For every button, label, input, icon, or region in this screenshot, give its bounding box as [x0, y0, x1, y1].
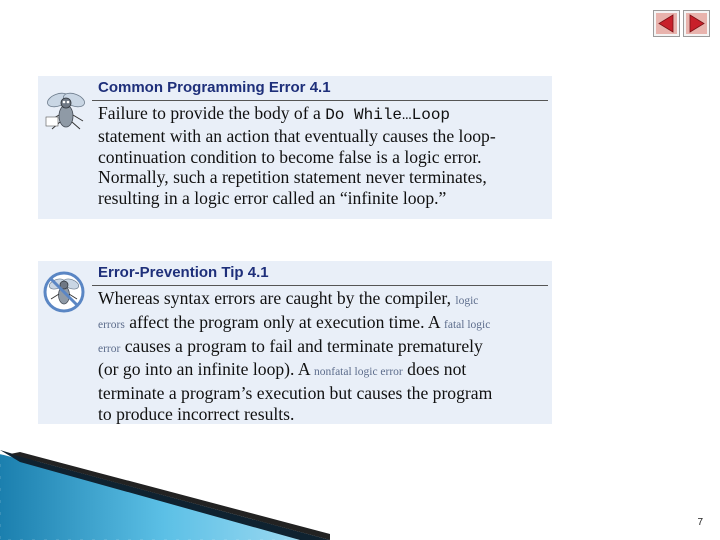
text-run: Failure to provide the body of a	[98, 103, 326, 123]
body-line: continuation condition to become false is a logic error.	[98, 146, 482, 167]
body-line	[98, 312, 548, 336]
heading-divider	[92, 100, 548, 101]
body-line: statement with an action that eventually causes the loop-	[98, 125, 496, 146]
previous-slide-button[interactable]	[653, 10, 680, 37]
code-keyword: Do While…Loop	[325, 106, 451, 124]
text-run: affect the program only at execution time. A	[124, 311, 445, 332]
term-logic: logic	[455, 295, 479, 307]
footer-swoosh-decoration	[0, 440, 720, 540]
body-line: resulting in a logic error called an “infinite loop.”	[98, 188, 447, 209]
tip-heading: Common Programming Error 4.1	[98, 79, 331, 96]
tip-heading: Error-Prevention Tip 4.1	[98, 264, 269, 281]
error-prevention-tip-box	[38, 261, 552, 424]
bug-icon	[40, 88, 90, 132]
body-line: Normally, such a repetition statement never terminates,	[98, 167, 487, 188]
text-run: Whereas syntax errors are caught by the compiler,	[98, 288, 456, 308]
heading-divider	[92, 285, 548, 286]
term-errors: errors	[98, 318, 125, 331]
common-programming-error-box	[38, 76, 552, 219]
term-fatal-logic: fatal logic	[444, 318, 491, 331]
tip-body	[98, 288, 548, 425]
text-run: (or go into an infinite loop). A	[98, 359, 314, 380]
text-run: does not	[402, 359, 467, 380]
body-line: terminate a program’s execution but causes the program	[98, 383, 493, 404]
no-bug-icon	[40, 267, 90, 315]
next-slide-button[interactable]	[683, 10, 710, 37]
text-run: causes a program to fail and terminate prematurely	[120, 335, 483, 356]
body-line	[98, 103, 548, 126]
tip-body	[98, 103, 548, 209]
body-line	[98, 288, 548, 312]
body-line: to produce incorrect results.	[98, 403, 295, 424]
term-error: error	[98, 342, 121, 355]
body-line	[98, 359, 548, 383]
term-nonfatal-logic-error: nonfatal logic error	[314, 366, 403, 379]
body-line	[98, 336, 548, 360]
page-number: 7	[697, 517, 703, 528]
